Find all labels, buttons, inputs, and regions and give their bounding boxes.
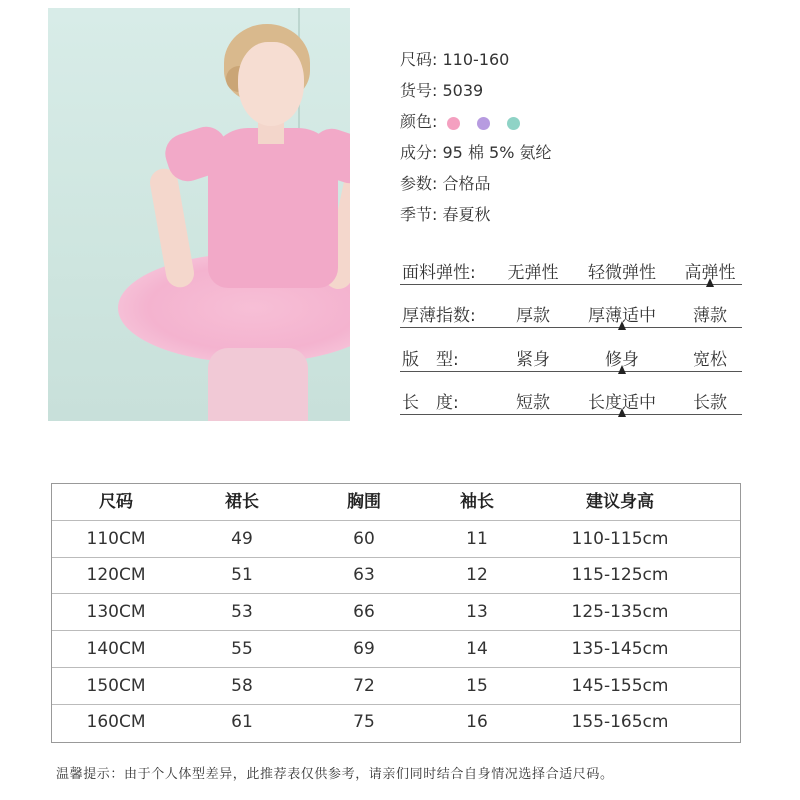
spec-size bbox=[400, 44, 552, 75]
table-row bbox=[52, 521, 740, 558]
spec-size-value: 110-160 bbox=[442, 50, 510, 69]
scale-marker bbox=[618, 365, 626, 374]
spec-season-label: 季节: bbox=[400, 205, 438, 224]
cell-height: 125-135cm bbox=[571, 602, 669, 622]
spec-list bbox=[400, 44, 552, 230]
spec-item-no bbox=[400, 75, 552, 106]
cell-chest: 63 bbox=[353, 565, 375, 585]
leotard-body bbox=[208, 128, 338, 288]
cell-sleeve: 14 bbox=[466, 639, 488, 659]
scale-fit bbox=[400, 341, 742, 384]
cell-sleeve: 16 bbox=[466, 712, 488, 732]
scale-label: 厚薄指数: bbox=[402, 306, 476, 326]
scale-option: 紧身 bbox=[516, 350, 550, 370]
spec-param-label: 参数: bbox=[400, 174, 438, 193]
scale-option: 无弹性 bbox=[507, 263, 559, 283]
scale-line bbox=[400, 327, 742, 328]
spec-size-label: 尺码: bbox=[400, 50, 438, 69]
cell-sleeve: 11 bbox=[466, 529, 488, 549]
table-row bbox=[52, 557, 740, 594]
cell-sleeve: 15 bbox=[466, 676, 488, 696]
cell-skirt-length: 55 bbox=[231, 639, 253, 659]
header-size: 尺码 bbox=[99, 492, 133, 512]
color-swatch-pink[interactable] bbox=[447, 117, 460, 130]
cell-sleeve: 13 bbox=[466, 602, 488, 622]
table-row bbox=[52, 668, 740, 705]
scale-option: 厚款 bbox=[516, 306, 550, 326]
color-swatches bbox=[447, 107, 532, 138]
scale-marker bbox=[618, 321, 626, 330]
legs bbox=[208, 348, 308, 421]
scale-option: 短款 bbox=[516, 393, 550, 413]
scale-option: 长度适中 bbox=[588, 393, 656, 413]
cell-size: 140CM bbox=[86, 639, 146, 659]
cell-height: 145-155cm bbox=[571, 676, 669, 696]
color-swatch-purple[interactable] bbox=[477, 117, 490, 130]
cell-chest: 69 bbox=[353, 639, 375, 659]
spec-item-label: 货号: bbox=[400, 81, 438, 100]
product-photo bbox=[48, 8, 350, 421]
cell-size: 110CM bbox=[86, 529, 146, 549]
cell-sleeve: 12 bbox=[466, 565, 488, 585]
scale-option: 长款 bbox=[693, 393, 727, 413]
spec-season bbox=[400, 199, 552, 230]
sizing-note: 温馨提示：由于个人体型差异，此推荐表仅供参考，请亲们同时结合自身情况选择合适尺码。 bbox=[56, 767, 614, 782]
cell-size: 120CM bbox=[86, 565, 146, 585]
table-row bbox=[52, 631, 740, 668]
scale-line bbox=[400, 284, 742, 285]
scale-label: 面料弹性: bbox=[402, 263, 476, 283]
scale-marker bbox=[706, 278, 714, 287]
face bbox=[238, 42, 304, 126]
scale-option: 修身 bbox=[605, 350, 639, 370]
color-swatch-teal[interactable] bbox=[507, 117, 520, 130]
spec-season-value: 春夏秋 bbox=[442, 205, 491, 224]
spec-color bbox=[400, 106, 552, 137]
cell-chest: 66 bbox=[353, 602, 375, 622]
header-skirt-length: 裙长 bbox=[225, 492, 259, 512]
header-chest: 胸围 bbox=[347, 492, 381, 512]
scale-marker bbox=[618, 408, 626, 417]
table-row bbox=[52, 704, 740, 740]
cell-chest: 72 bbox=[353, 676, 375, 696]
spec-material-label: 成分: bbox=[400, 143, 438, 162]
scale-line bbox=[400, 371, 742, 372]
scale-option: 轻微弹性 bbox=[588, 263, 656, 283]
cell-skirt-length: 58 bbox=[231, 676, 253, 696]
spec-color-label: 颜色: bbox=[400, 112, 438, 131]
cell-skirt-length: 53 bbox=[231, 602, 253, 622]
cell-height: 115-125cm bbox=[571, 565, 669, 585]
cell-size: 150CM bbox=[86, 676, 146, 696]
cell-chest: 60 bbox=[353, 529, 375, 549]
cell-skirt-length: 61 bbox=[231, 712, 253, 732]
cell-skirt-length: 51 bbox=[231, 565, 253, 585]
spec-param-value: 合格品 bbox=[442, 174, 491, 193]
scale-line bbox=[400, 414, 742, 415]
spec-material-value: 95 棉 5% 氨纶 bbox=[442, 143, 552, 162]
cell-size: 130CM bbox=[86, 602, 146, 622]
table-header-row bbox=[52, 484, 740, 521]
scale-thickness bbox=[400, 297, 742, 340]
scale-option: 高弹性 bbox=[684, 263, 736, 283]
cell-size: 160CM bbox=[86, 712, 146, 732]
table-row bbox=[52, 594, 740, 631]
header-sleeve: 袖长 bbox=[460, 492, 494, 512]
cell-height: 135-145cm bbox=[571, 639, 669, 659]
size-table bbox=[51, 483, 741, 743]
scale-elasticity bbox=[400, 254, 742, 297]
cell-chest: 75 bbox=[353, 712, 375, 732]
scale-length bbox=[400, 384, 742, 427]
spec-material bbox=[400, 137, 552, 168]
header-height: 建议身高 bbox=[586, 492, 654, 512]
scale-label: 长 度: bbox=[402, 393, 459, 413]
scale-option: 宽松 bbox=[693, 350, 727, 370]
scale-option: 厚薄适中 bbox=[588, 306, 656, 326]
scale-option: 薄款 bbox=[693, 306, 727, 326]
scale-label: 版 型: bbox=[402, 350, 459, 370]
cell-height: 110-115cm bbox=[571, 529, 669, 549]
cell-height: 155-165cm bbox=[571, 712, 669, 732]
cell-skirt-length: 49 bbox=[231, 529, 253, 549]
spec-item-value: 5039 bbox=[442, 81, 484, 100]
spec-param bbox=[400, 168, 552, 199]
